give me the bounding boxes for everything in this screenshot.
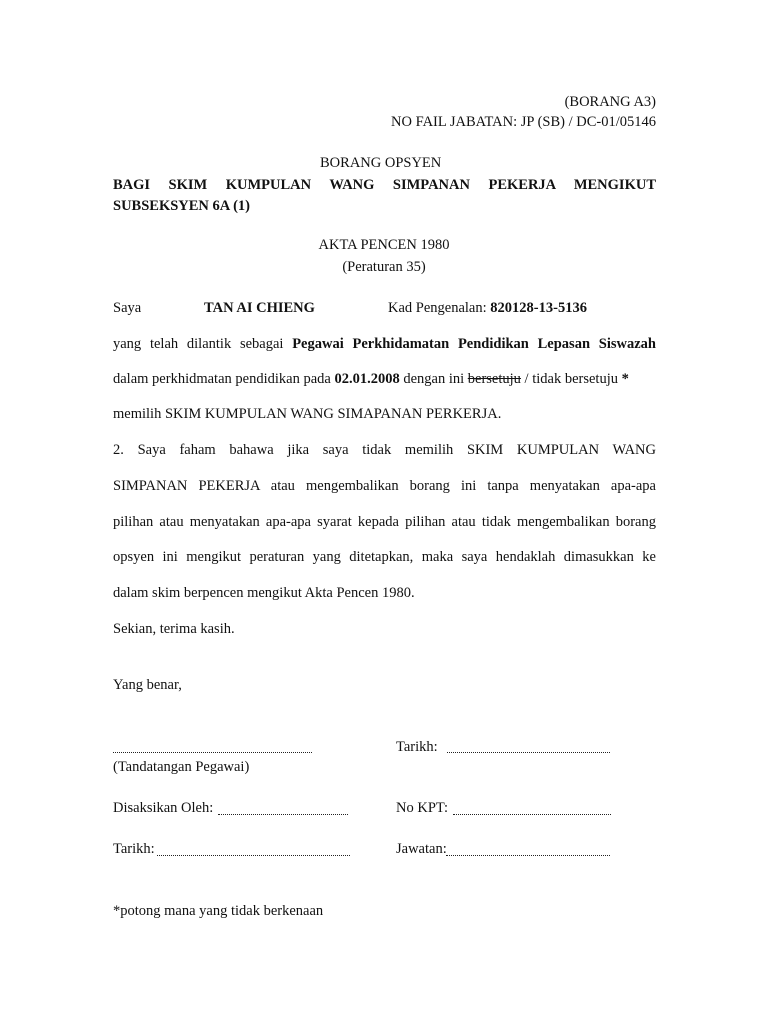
ic-label-text: Kad Pengenalan:: [388, 300, 487, 316]
form-title: BORANG OPSYEN: [320, 155, 442, 171]
asterisk-mark: *: [621, 371, 629, 387]
applicant-name: TAN AI CHIENG: [204, 300, 315, 316]
witness-label: Disaksikan Oleh:: [113, 800, 214, 816]
service-line: [113, 371, 629, 388]
form-subtitle-line2: SUBSEKSYEN 6A (1): [113, 198, 250, 214]
para2-line5: dalam skim berpencen mengikut Akta Pencen 1980.: [113, 585, 415, 601]
regulation-ref: (Peraturan 35): [342, 259, 426, 275]
act-title: AKTA PENCEN 1980: [318, 237, 450, 253]
date-line: [447, 752, 610, 753]
appointed-prefix: yang telah dilantik sebagai: [113, 336, 284, 352]
date-label: Tarikh:: [396, 739, 438, 755]
footnote: *potong mana yang tidak berkenaan: [113, 903, 324, 919]
agree-struck: bersetuju: [467, 371, 521, 387]
yours-text: Yang benar,: [113, 677, 182, 693]
service-suffix: / tidak bersetuju: [524, 371, 618, 387]
witness-line: [218, 814, 348, 815]
witness-date-line: [157, 855, 350, 856]
para2-line2: SIMPANAN PEKERJA atau mengembalikan borang ini tanpa menyatakan apa-apa: [113, 478, 656, 494]
signature-line: [113, 752, 312, 753]
position-label: Jawatan:: [396, 841, 447, 857]
service-date: 02.01.2008: [334, 371, 400, 387]
position-title: Pegawai Perkhidamatan Pendidikan Lepasan Siswazah: [292, 336, 656, 352]
position-line: [446, 855, 610, 856]
kpt-label: No KPT:: [396, 800, 449, 816]
form-code: (BORANG A3): [564, 94, 656, 110]
service-prefix: dalam perkhidmatan pendidikan pada: [113, 371, 331, 387]
kpt-line: [453, 814, 611, 815]
appointed-line: [113, 336, 656, 353]
officer-signature-label: (Tandatangan Pegawai): [113, 759, 250, 775]
service-mid: dengan ini: [403, 371, 465, 387]
para2-line3: pilihan atau menyatakan apa-apa syarat kepada pilihan atau tidak mengembalikan borang: [113, 514, 656, 530]
choose-line: memilih SKIM KUMPULAN WANG SIMAPANAN PERKERJA.: [113, 406, 502, 422]
saya-label: Saya: [113, 300, 142, 316]
closing-text: Sekian, terima kasih.: [113, 621, 235, 637]
witness-date-label: Tarikh:: [113, 841, 155, 857]
ic-number: 820128-13-5136: [490, 300, 587, 316]
ic-label: [388, 300, 587, 317]
para2-line4: opsyen ini mengikut peraturan yang ditetapkan, maka saya hendaklah dimasukkan ke: [113, 549, 656, 565]
form-subtitle-line1: BAGI SKIM KUMPULAN WANG SIMPANAN PEKERJA MENGIKUT: [113, 177, 656, 193]
file-number: NO FAIL JABATAN: JP (SB) / DC-01/05146: [391, 114, 656, 130]
para2-line1: 2. Saya faham bahawa jika saya tidak memilih SKIM KUMPULAN WANG: [113, 442, 656, 458]
